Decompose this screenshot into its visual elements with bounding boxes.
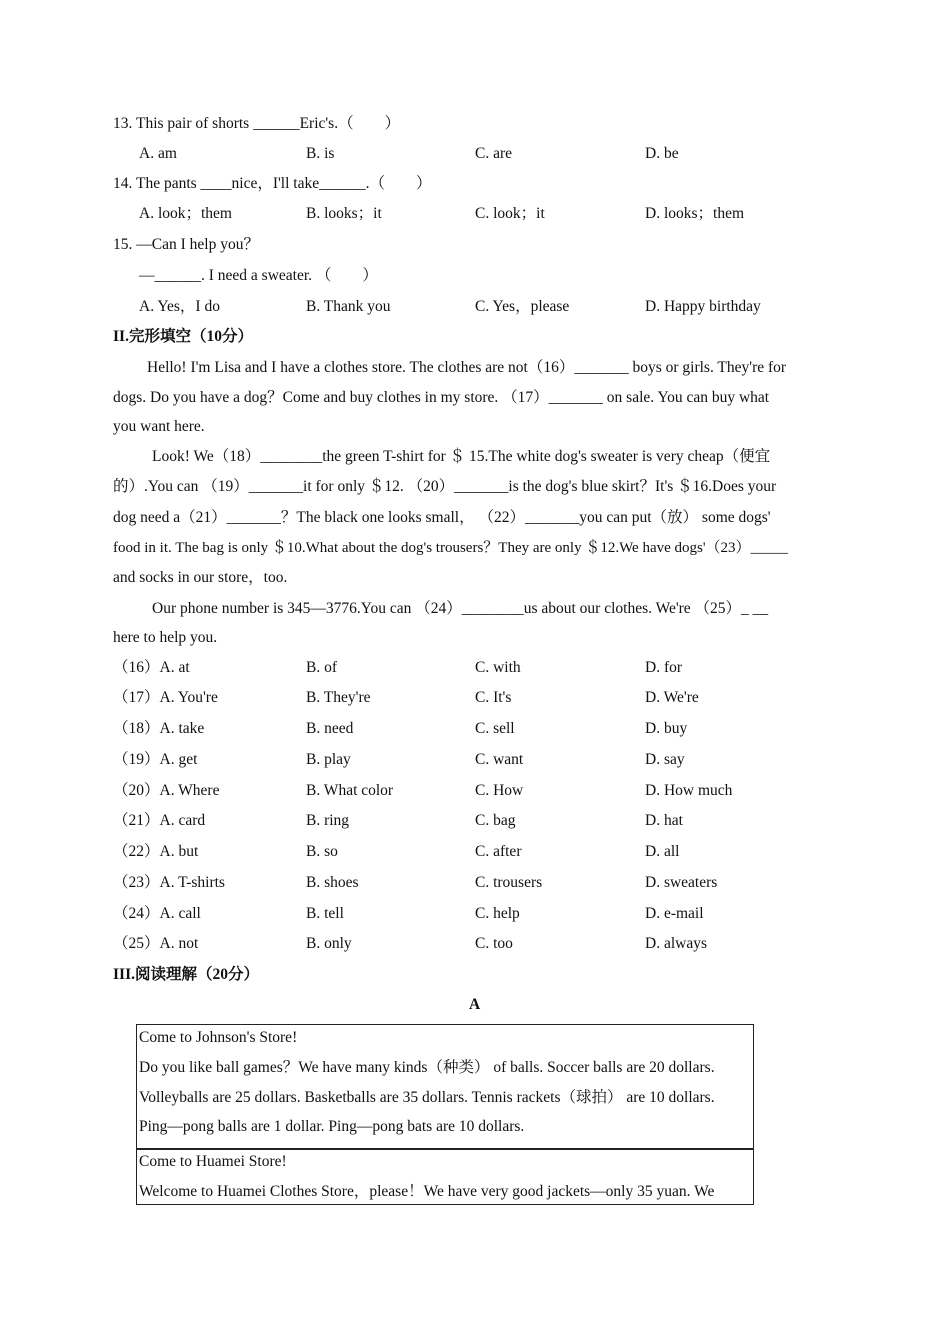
section-3-heading: III.阅读理解（20分）: [113, 966, 259, 983]
q15-option-c: C. Yes，please: [475, 298, 570, 315]
cloze-p1-line1: [147, 358, 837, 378]
cloze-p2-line3: dog need a（21）_______？The black one looks small， （22）_______you can put（放） some dogs': [113, 509, 771, 526]
choice-19-b: B. play: [306, 751, 351, 768]
choice-20-d: D. How much: [645, 782, 733, 799]
cloze-p2-line1: Look! We（18）________the green T-shirt for ＄ 15.The white dog's sweater is very cheap（便宜: [152, 448, 771, 465]
cloze-p3-line1: Our phone number is 345—3776.You can （24）________us about our clothes. We're （25）_ __: [152, 600, 769, 617]
choice-25-b: B. only: [306, 935, 352, 952]
choice-18-c: C. sell: [475, 720, 515, 737]
q13-option-b: B. is: [306, 145, 335, 162]
passage-a-label: A: [469, 996, 481, 1013]
huamei-store-ad: [136, 1148, 754, 1205]
choice-24-a: （24）A. call: [113, 905, 201, 922]
johnson-ad-line1: Come to Johnson's Store!: [139, 1029, 298, 1046]
choice-19-a: （19）A. get: [113, 751, 198, 768]
cloze-p3-line2: here to help you.: [113, 629, 218, 646]
section-2-heading: II.完形填空（10分）: [113, 328, 253, 345]
choice-18-b: B. need: [306, 720, 354, 737]
choice-16-c: C. with: [475, 659, 521, 676]
choice-23-c: C. trousers: [475, 874, 543, 891]
choice-19-d: D. say: [645, 751, 685, 768]
johnsons-store-ad: [136, 1024, 754, 1150]
q14-option-d: D. looks；them: [645, 205, 745, 222]
cloze-p2-line2: 的）.You can （19）_______it for only ＄12. （20）_______is the dog's blue skirt？It's ＄16.Does your: [113, 478, 777, 495]
choice-21-b: B. ring: [306, 812, 350, 829]
choice-17-a: （17）A. You're: [113, 689, 218, 706]
choice-18-a: （18）A. take: [113, 720, 205, 737]
choice-22-a: （22）A. but: [113, 843, 199, 860]
cloze-p1-line3: you want here.: [113, 418, 205, 435]
choice-21-a: （21）A. card: [113, 812, 206, 829]
choice-23-b: B. shoes: [306, 874, 359, 891]
choice-24-c: C. help: [475, 905, 520, 922]
johnson-ad-line2: Do you like ball games？We have many kinds（种类） of balls. Soccer balls are 20 dollars.: [139, 1059, 715, 1076]
choice-24-b: B. tell: [306, 905, 344, 922]
cloze-p2-line5: and socks in our store，too.: [113, 569, 288, 586]
choice-16-d: D. for: [645, 659, 683, 676]
choice-25-d: D. always: [645, 935, 707, 952]
question-15-stem: 15. —Can I help you？: [113, 236, 259, 253]
q14-option-b: B. looks；it: [306, 205, 382, 222]
choice-23-d: D. sweaters: [645, 874, 718, 891]
cloze-p1-line2: dogs. Do you have a dog？Come and buy clothes in my store. （17）_______ on sale. You can buy what: [113, 389, 770, 406]
cloze-p1-line1-text: Hello! I'm Lisa and I have a clothes store. The clothes are not（16）_______ boys or girls. They're for: [147, 359, 787, 376]
choice-23-a: （23）A. T-shirts: [113, 874, 225, 891]
question-15-response: —______. I need a sweater. （ ）: [139, 267, 378, 284]
choice-19-c: C. want: [475, 751, 524, 768]
q15-option-d: D. Happy birthday: [645, 298, 761, 315]
choice-21-c: C. bag: [475, 812, 516, 829]
q14-option-a: A. look；them: [139, 205, 232, 222]
choice-18-d: D. buy: [645, 720, 688, 737]
question-14-stem: 14. The pants ____nice，I'll take______.（ ）: [113, 175, 432, 192]
q15-option-b: B. Thank you: [306, 298, 391, 315]
choice-16-a: （16）A. at: [113, 659, 190, 676]
johnson-ad-line3: Volleyballs are 25 dollars. Basketballs are 35 dollars. Tennis rackets（球拍） are 10 dollars.: [139, 1089, 715, 1106]
choice-17-b: B. They're: [306, 689, 371, 706]
choice-16-b: B. of: [306, 659, 337, 676]
q15-option-a: A. Yes，I do: [139, 298, 220, 315]
choice-25-c: C. too: [475, 935, 513, 952]
choice-21-d: D. hat: [645, 812, 683, 829]
huamei-ad-line1: Come to Huamei Store!: [139, 1153, 287, 1170]
choice-20-a: （20）A. Where: [113, 782, 220, 799]
huamei-ad-line2: Welcome to Huamei Clothes Store，please！We have very good jackets—only 35 yuan. We: [139, 1183, 715, 1200]
q13-option-a: A. am: [139, 145, 177, 162]
choice-24-d: D. e-mail: [645, 905, 704, 922]
question-13-stem: 13. This pair of shorts ______Eric's.（ ）: [113, 115, 401, 132]
choice-22-d: D. all: [645, 843, 680, 860]
cloze-p2-line4: food in it. The bag is only ＄10.What about the dog's trousers？They are only ＄12.We have dogs'（23）_____: [113, 540, 789, 556]
q13-option-d: D. be: [645, 145, 679, 162]
choice-17-d: D. We're: [645, 689, 699, 706]
choice-20-b: B. What color: [306, 782, 394, 799]
choice-20-c: C. How: [475, 782, 524, 799]
q13-option-c: C. are: [475, 145, 513, 162]
choice-22-b: B. so: [306, 843, 338, 860]
choice-17-c: C. It's: [475, 689, 512, 706]
choice-25-a: （25）A. not: [113, 935, 199, 952]
choice-22-c: C. after: [475, 843, 522, 860]
johnson-ad-line4: Ping—pong balls are 1 dollar. Ping—pong bats are 10 dollars.: [139, 1118, 525, 1135]
q14-option-c: C. look；it: [475, 205, 545, 222]
